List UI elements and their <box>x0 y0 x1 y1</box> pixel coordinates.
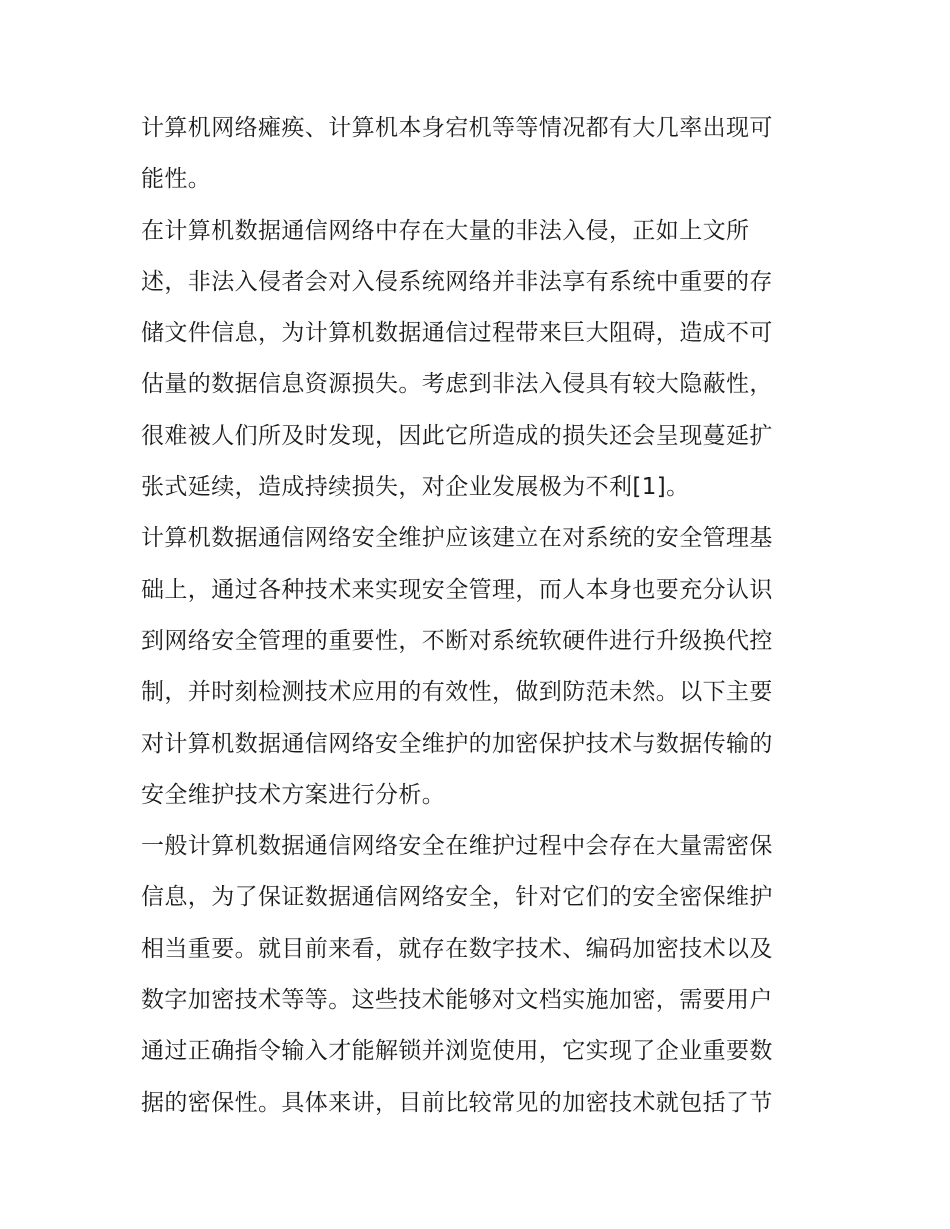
text-line: 通过正确指令输入才能解锁并浏览使用，它实现了企业重要数 <box>141 1038 773 1065</box>
paragraph-2 <box>141 206 821 514</box>
text-line: 数字加密技术等等。这些技术能够对文档实施加密，需要用户 <box>141 987 773 1014</box>
text-line: 据的密保性。具体来讲，目前比较常见的加密技术就包括了节 <box>141 1089 773 1116</box>
text-line: 制，并时刻检测技术应用的有效性，做到防范未然。以下主要 <box>141 679 773 706</box>
paragraph-1 <box>141 103 821 206</box>
paragraph-4 <box>141 821 821 1129</box>
text-line: 很难被人们所及时发现，因此它所造成的损失还会呈现蔓延扩 <box>141 422 773 449</box>
text-line: 计算机数据通信网络安全维护应该建立在对系统的安全管理基 <box>141 525 773 552</box>
text-line: 信息，为了保证数据通信网络安全，针对它们的安全密保维护 <box>141 884 773 911</box>
text-line: 相当重要。就目前来看，就存在数字技术、编码加密技术以及 <box>141 935 773 962</box>
text-line: 估量的数据信息资源损失。考虑到非法入侵具有较大隐蔽性， <box>141 371 773 398</box>
text-line: 对计算机数据通信网络安全维护的加密保护技术与数据传输的 <box>141 730 773 757</box>
text-line: 础上，通过各种技术来实现安全管理，而人本身也要充分认识 <box>141 576 773 603</box>
text-line: 在计算机数据通信网络中存在大量的非法入侵，正如上文所 <box>141 217 750 244</box>
text-line: 张式延续，造成持续损失，对企业发展极为不利[1]。 <box>141 474 690 501</box>
text-line: 述，非法入侵者会对入侵系统网络并非法享有系统中重要的存 <box>141 268 773 295</box>
text-line: 计算机网络瘫痪、计算机本身宕机等等情况都有大几率出现可 <box>141 115 773 141</box>
text-line: 一般计算机数据通信网络安全在维护过程中会存在大量需密保 <box>141 833 773 860</box>
text-line: 能性。 <box>141 166 212 193</box>
text-line: 安全维护技术方案进行分析。 <box>141 781 446 808</box>
text-line: 储文件信息，为计算机数据通信过程带来巨大阻碍，造成不可 <box>141 320 773 347</box>
paragraph-3 <box>141 513 821 821</box>
document-body <box>141 103 821 1129</box>
text-line: 到网络安全管理的重要性，不断对系统软硬件进行升级换代控 <box>141 627 773 654</box>
